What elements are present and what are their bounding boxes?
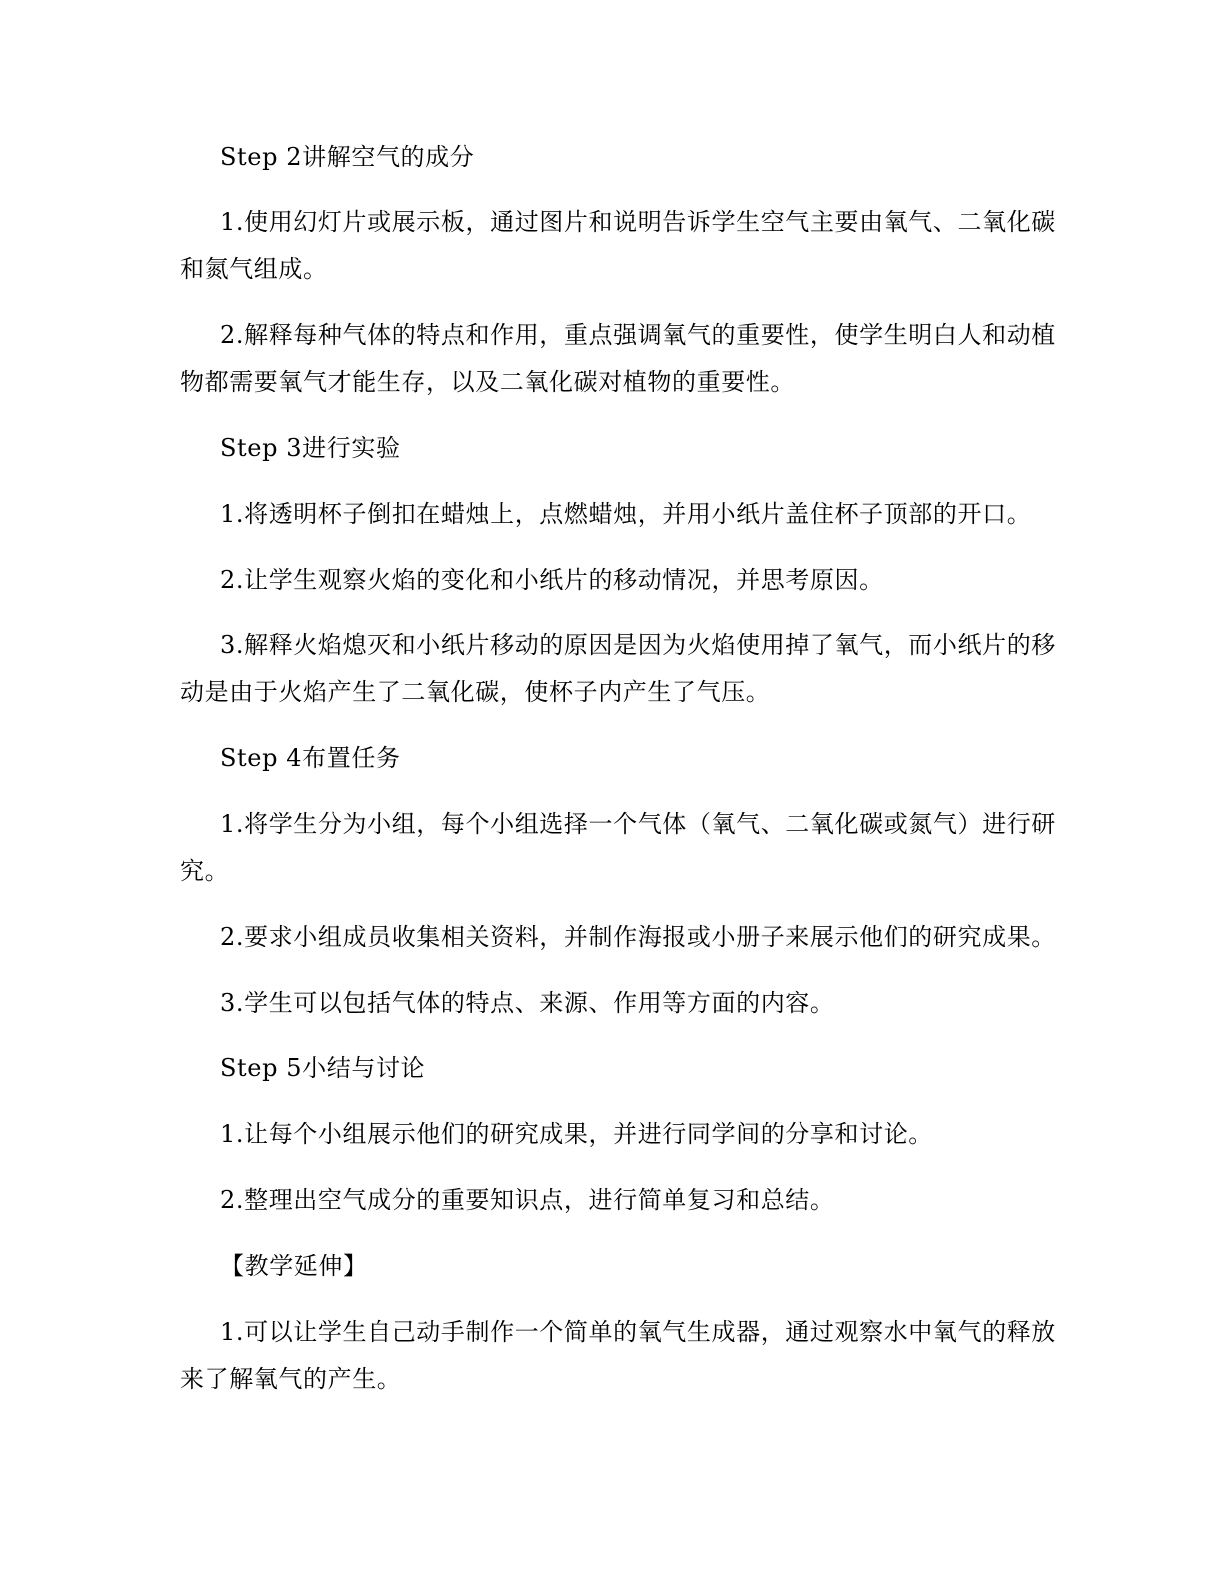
step5-item1: 1.让每个小组展示他们的研究成果，并进行同学间的分享和讨论。 — [220, 1120, 933, 1148]
extension-item1-line2: 来了解氧气的产生。 — [180, 1365, 402, 1393]
extension-item1-line1: 1.可以让学生自己动手制作一个简单的氧气生成器，通过观察水中氧气的释放 — [220, 1318, 1056, 1346]
extension-heading: 【教学延伸】 — [220, 1252, 368, 1280]
step2-item2-line2: 物都需要氧气才能生存，以及二氧化碳对植物的重要性。 — [180, 368, 795, 396]
step4-item2: 2.要求小组成员收集相关资料，并制作海报或小册子来展示他们的研究成果。 — [220, 923, 1056, 951]
step2-item1-line2: 和氮气组成。 — [180, 255, 328, 283]
step4-item1-line2: 究。 — [180, 857, 230, 885]
step5-item2: 2.整理出空气成分的重要知识点，进行简单复习和总结。 — [220, 1186, 835, 1214]
step2-heading: Step 2讲解空气的成分 — [220, 143, 475, 171]
step3-item3-line1: 3.解释火焰熄灭和小纸片移动的原因是因为火焰使用掉了氧气，而小纸片的移 — [220, 631, 1056, 659]
step2-item2-line1: 2.解释每种气体的特点和作用，重点强调氧气的重要性，使学生明白人和动植 — [220, 321, 1056, 349]
step4-item3: 3.学生可以包括气体的特点、来源、作用等方面的内容。 — [220, 989, 835, 1017]
step3-heading: Step 3进行实验 — [220, 434, 401, 462]
step5-heading: Step 5小结与讨论 — [220, 1054, 426, 1082]
step2-item1-line1: 1.使用幻灯片或展示板，通过图片和说明告诉学生空气主要由氧气、二氧化碳 — [220, 208, 1056, 236]
step3-item3-line2: 动是由于火焰产生了二氧化碳，使杯子内产生了气压。 — [180, 678, 771, 706]
step3-item1: 1.将透明杯子倒扣在蜡烛上，点燃蜡烛，并用小纸片盖住杯子顶部的开口。 — [220, 500, 1032, 528]
step4-heading: Step 4布置任务 — [220, 744, 401, 772]
step4-item1-line1: 1.将学生分为小组，每个小组选择一个气体（氧气、二氧化碳或氮气）进行研 — [220, 810, 1056, 838]
step3-item2: 2.让学生观察火焰的变化和小纸片的移动情况，并思考原因。 — [220, 566, 884, 594]
